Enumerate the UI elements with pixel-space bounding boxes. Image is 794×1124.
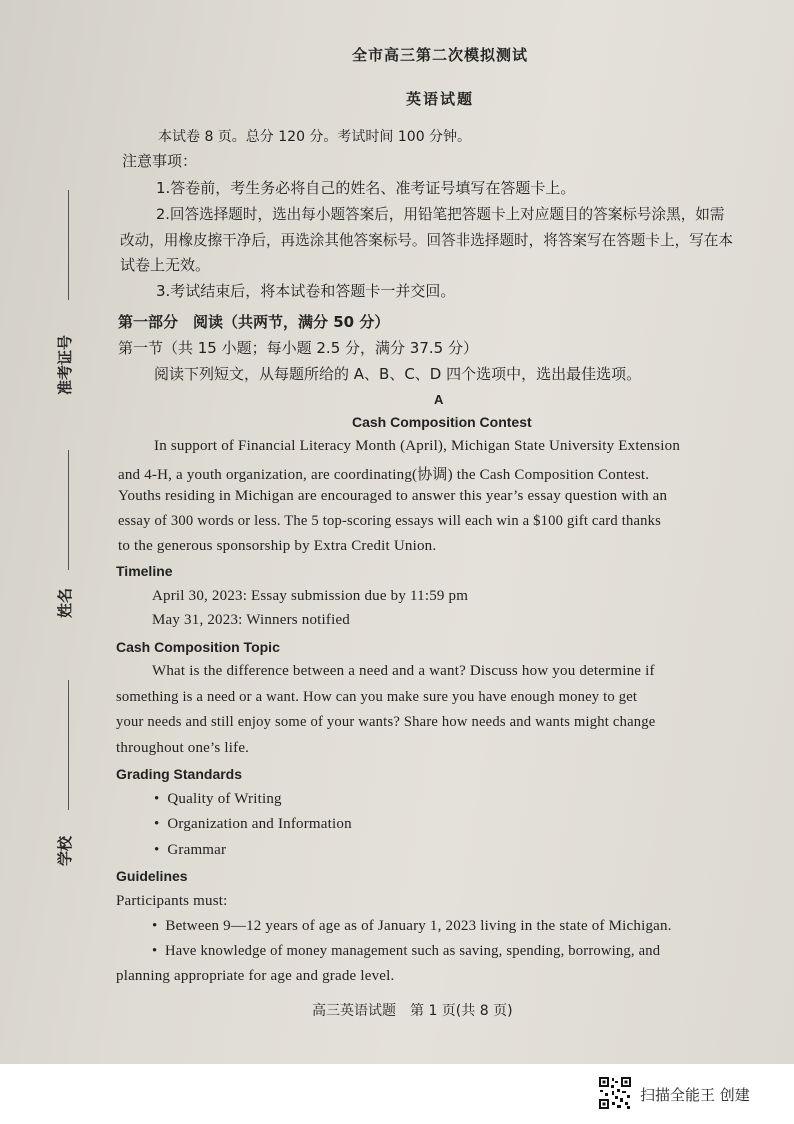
- guideline-item: • Between 9—12 years of age as of January 1, 2023 living in the state of Michigan.: [152, 918, 672, 934]
- paragraph-line: essay of 300 words or less. The 5 top-scoring essays will each win a $100 gift card thanks: [118, 513, 661, 529]
- school-line: [68, 680, 69, 810]
- side-label-name: 姓名: [56, 587, 74, 618]
- paragraph-line: Youths residing in Michigan are encouraged to answer this year’s essay question with an: [118, 488, 668, 504]
- guideline-item-label: Have knowledge of money management such as saving, spending, borrowing, and: [165, 943, 661, 959]
- note-line: 3.考试结束后，将本试卷和答题卡一并交回。: [156, 282, 456, 300]
- paragraph-line: to the generous sponsorship by Extra Credit Union.: [118, 538, 437, 554]
- page-footer: 高三英语试题 第 1 页(共 8 页): [312, 1003, 513, 1019]
- grading-item: • Grammar: [154, 842, 227, 858]
- grading-item-label: Organization and Information: [167, 816, 352, 832]
- exam-subtitle: 英语试题: [405, 90, 474, 108]
- note-line: 2.回答选择题时，选出每小题答案后，用铅笔把答题卡上对应题目的答案标号涂黑，如需: [156, 206, 725, 223]
- paragraph-line: In support of Financial Literacy Month (April), Michigan State University Extension: [154, 438, 681, 454]
- qr-code-icon: [598, 1076, 632, 1110]
- side-label-exam-id: 准考证号: [56, 334, 74, 395]
- note-line: 改动，用橡皮擦干净后，再选涂其他答案标号。回答非选择题时，将答案写在答题卡上，写在本: [120, 232, 733, 249]
- scanner-watermark: 扫描全能王 创建: [640, 1086, 750, 1104]
- notes-title: 注意事项：: [122, 152, 198, 170]
- guidelines-heading: Guidelines: [116, 868, 188, 884]
- paragraph-line: and 4-H, a youth organization, are coordinating(协调) the Cash Composition Contest.: [118, 467, 650, 483]
- section-heading: 第一节（共 15 小题；每小题 2.5 分，满分 37.5 分）: [118, 339, 478, 357]
- topic-line: something is a need or a want. How can you make sure you have enough money to get: [116, 689, 638, 705]
- exam-title: 全市高三第二次模拟测试: [351, 46, 528, 64]
- grading-item: • Quality of Writing: [154, 791, 282, 807]
- topic-line: throughout one’s life.: [116, 740, 250, 756]
- side-label-school: 学校: [56, 835, 74, 866]
- guideline-item-label: Between 9—12 years of age as of January 1, 2023 living in the state of Michigan.: [165, 918, 672, 934]
- instruction: 阅读下列短文，从每题所给的 A、B、C、D 四个选项中，选出最佳选项。: [154, 365, 642, 383]
- note-line: 试卷上无效。: [120, 256, 211, 274]
- part-heading: 第一部分 阅读（共两节，满分 50 分）: [118, 313, 390, 331]
- grading-item-label: Grammar: [167, 842, 227, 858]
- passage-letter: A: [434, 392, 444, 407]
- topic-line: your needs and still enjoy some of your wants? Share how needs and wants might change: [116, 714, 656, 730]
- timeline-item: May 31, 2023: Winners notified: [152, 612, 351, 628]
- exam-intro: 本试卷 8 页。总分 120 分。考试时间 100 分钟。: [158, 129, 472, 145]
- guideline-item: • Have knowledge of money management such as saving, spending, borrowing, and: [152, 943, 661, 959]
- passage-title: Cash Composition Contest: [352, 414, 532, 430]
- timeline-heading: Timeline: [116, 563, 173, 579]
- guideline-continuation: planning appropriate for age and grade level.: [116, 968, 395, 984]
- exam-id-line: [68, 190, 69, 300]
- grading-item: • Organization and Information: [154, 816, 352, 832]
- note-line: 1.答卷前，考生务必将自己的姓名、准考证号填写在答题卡上。: [156, 179, 576, 197]
- grading-item-label: Quality of Writing: [167, 791, 282, 807]
- timeline-item: April 30, 2023: Essay submission due by 11:59 pm: [152, 588, 469, 604]
- topic-heading: Cash Composition Topic: [116, 639, 280, 655]
- topic-line: What is the difference between a need and a want? Discuss how you determine if: [152, 663, 655, 679]
- participants-label: Participants must:: [116, 893, 228, 909]
- name-line: [68, 450, 69, 570]
- grading-heading: Grading Standards: [116, 766, 243, 782]
